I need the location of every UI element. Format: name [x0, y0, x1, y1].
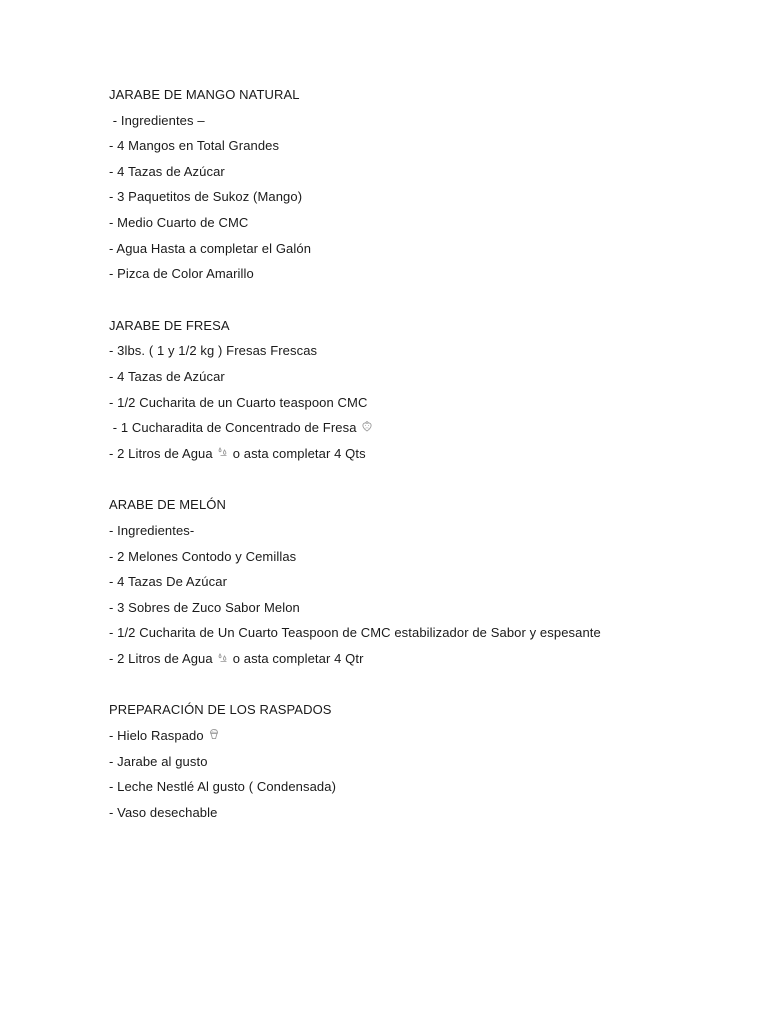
- mango-ingredient-item: - Pizca de Color Amarillo: [109, 266, 254, 282]
- shaved-ice-item: [109, 723, 749, 749]
- melon-ingredients-heading: - Ingredientes-: [109, 522, 195, 538]
- mango-ingredient-item: - 3 Paquetitos de Sukoz (Mango): [109, 189, 303, 205]
- strawberry-concentrate-item: [109, 415, 749, 441]
- mango-syrup-section: [109, 82, 749, 287]
- strawberry-water-text-start: - 2 Litros de Agua: [109, 445, 213, 461]
- melon-ingredient-item: - 1/2 Cucharita de Un Cuarto Teaspoon de CMC estabilizador de Sabor y espesante: [109, 625, 601, 641]
- melon-ingredient-item: - 4 Tazas De Azúcar: [109, 574, 227, 590]
- mango-ingredient-item: - 4 Mangos en Total Grandes: [109, 138, 280, 154]
- strawberry-concentrate-text: - 1 Cucharadita de Concentrado de Fresa: [109, 420, 357, 436]
- mango-ingredients-heading: - Ingredientes –: [109, 112, 205, 128]
- melon-syrup-section: [109, 492, 749, 671]
- strawberry-water-item: [109, 441, 749, 467]
- melon-water-text-end: o asta completar 4 Qtr: [232, 650, 364, 666]
- melon-water-item: [109, 646, 749, 672]
- preparation-title: PREPARACIÓN DE LOS RASPADOS: [109, 702, 332, 718]
- preparation-item: - Leche Nestlé Al gusto ( Condensada): [109, 779, 336, 795]
- melon-ingredient-item: - 3 Sobres de Zuco Sabor Melon: [109, 599, 300, 615]
- mango-syrup-title: JARABE DE MANGO NATURAL: [109, 87, 300, 102]
- strawberry-syrup-title: JARABE DE FRESA: [109, 317, 230, 333]
- strawberry-icon: [361, 415, 373, 441]
- melon-water-text-start: - 2 Litros de Agua: [109, 650, 213, 666]
- preparation-section: [109, 697, 749, 825]
- mango-ingredient-item: - 4 Tazas de Azúcar: [109, 163, 225, 179]
- preparation-item: - Vaso desechable: [109, 804, 218, 820]
- water-droplets-icon: [217, 440, 229, 466]
- melon-ingredient-item: - 2 Melones Contodo y Cemillas: [109, 548, 297, 564]
- shaved-ice-text: - Hielo Raspado: [109, 728, 204, 744]
- mango-ingredient-item: - Medio Cuarto de CMC: [109, 214, 249, 230]
- recipe-content: [109, 82, 749, 825]
- mango-ingredient-item: - Agua Hasta a completar el Galón: [109, 240, 312, 256]
- shaved-ice-icon: [208, 723, 220, 749]
- strawberry-ingredient-item: - 3lbs. ( 1 y 1/2 kg ) Fresas Frescas: [109, 343, 318, 359]
- strawberry-water-text-end: o asta completar 4 Qts: [232, 445, 366, 461]
- water-droplets-icon: [217, 646, 229, 672]
- strawberry-ingredient-item: - 4 Tazas de Azúcar: [109, 368, 225, 384]
- melon-syrup-title: ARABE DE MELÓN: [109, 497, 226, 513]
- strawberry-ingredient-item: - 1/2 Cucharita de un Cuarto teaspoon CMC: [109, 394, 368, 410]
- preparation-item: - Jarabe al gusto: [109, 753, 208, 769]
- strawberry-syrup-section: [109, 313, 749, 467]
